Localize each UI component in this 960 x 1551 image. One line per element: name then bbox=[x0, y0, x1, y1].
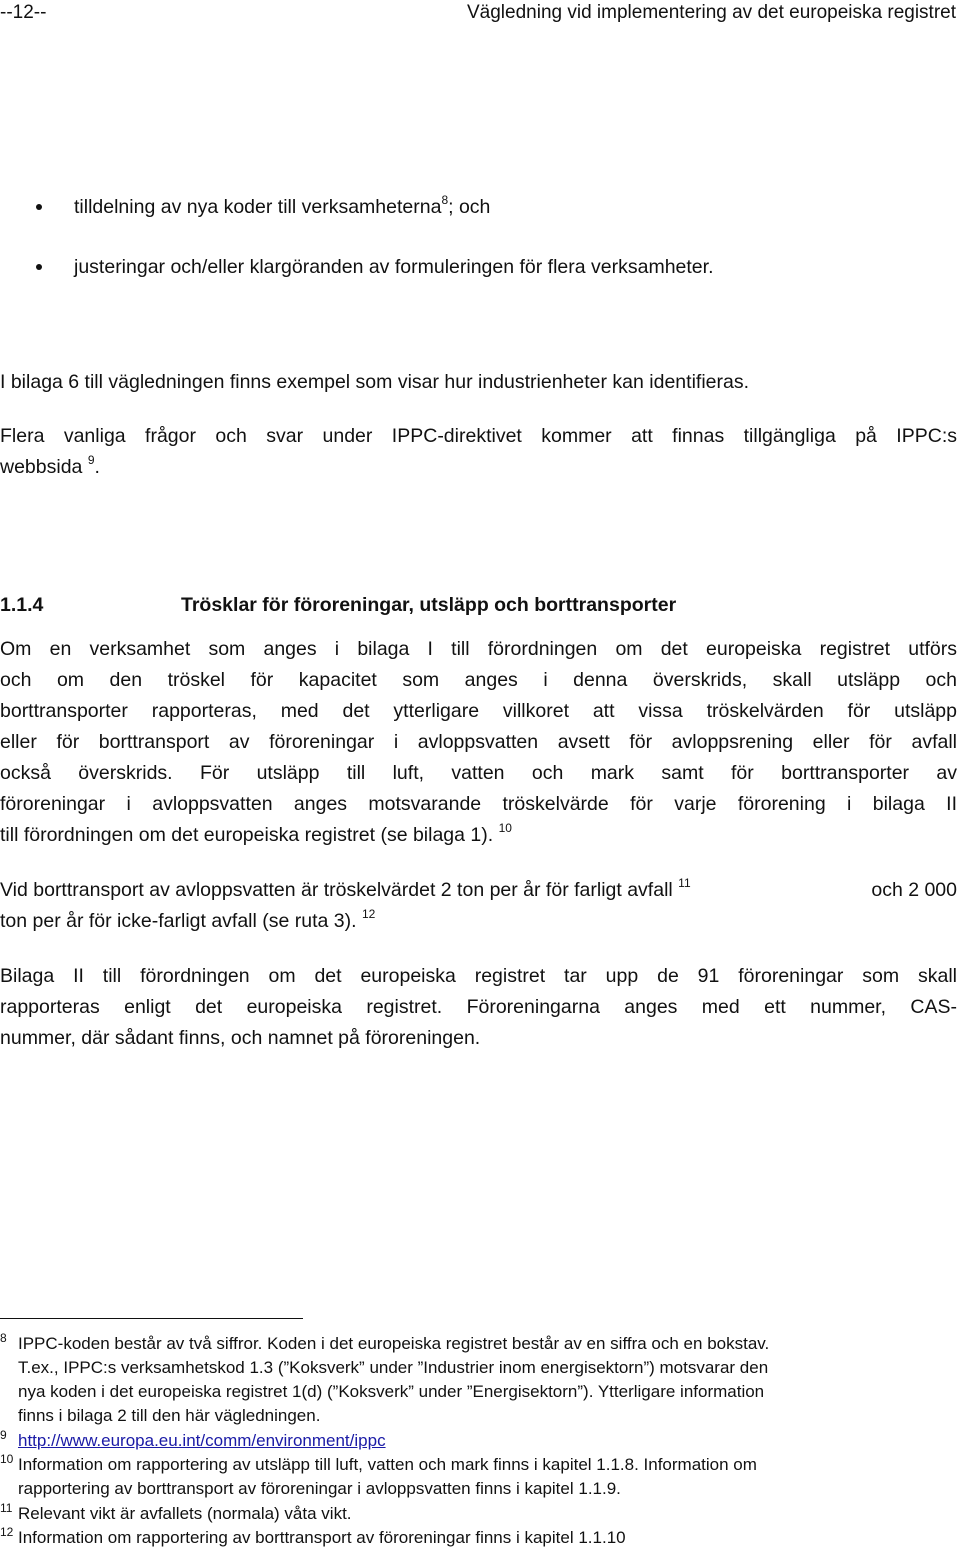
intro-paragraph-1: I bilaga 6 till vägledningen finns exempel som visar hur industrienheter kan identifieras. bbox=[0, 371, 749, 393]
footnote-ref: 8 bbox=[441, 192, 449, 207]
bullet-icon bbox=[36, 264, 42, 270]
bullet-text: justeringar och/eller klargöranden av formuleringen för flera verksamheter. bbox=[74, 256, 714, 278]
ippc-website-link[interactable]: http://www.europa.eu.int/comm/environment/ippc bbox=[18, 1431, 386, 1450]
section-title: Trösklar för föroreningar, utsläpp och borttransporter bbox=[181, 594, 677, 616]
bullet-text: tilldelning av nya koder till verksamheterna bbox=[74, 196, 442, 218]
footnote-mark: 11 bbox=[0, 1501, 13, 1515]
footnote-ref: 11 bbox=[678, 875, 691, 890]
intro-paragraph-2: Flera vanliga frågor och svar under IPPC-direktivet kommer att finnas tillgängliga på IPPC:s webbsida $^9$. bbox=[0, 425, 957, 478]
body-paragraph-1: Om en verksamhet som anges i bilaga I till förordningen om det europeiska registret utförs och om den tröskel för kapacitet som anges i denna överskrids, skall utsläpp och borttransporter rapporteras, med det ytterligare villkoret att vissa tröskelvärden för utsläpp eller för borttransport av föroreningar i avloppsvatten avsett för avloppsrening eller för avfall också överskrids. För utsläpp till luft, vatten och mark samt för borttransporter av föroreningar i avloppsvatten anges motsvarande tröskelvärde för varje förorening i bilaga II till förordningen om det europeiska registret (se bilaga 1). $^{10}$ bbox=[0, 638, 957, 846]
section-number: 1.1.4 bbox=[0, 594, 44, 616]
footnote-ref: 10 bbox=[498, 820, 512, 835]
footnote-ref: 9 bbox=[87, 452, 95, 467]
footnote-mark: 8 bbox=[0, 1331, 7, 1345]
body-paragraph-2: Vid borttransport av avloppsvatten är tröskelvärdet 2 ton per år för farligt avfall $^{11}$ och 2 000 ton per år för icke-farligt avfall (se ruta 3). $^{12}$ bbox=[0, 875, 957, 932]
footnote-mark: 10 bbox=[0, 1452, 14, 1466]
bullet-icon bbox=[36, 204, 42, 210]
body-paragraph-3: Bilaga II till förordningen om det europeiska registret tar upp de 91 föroreningar som skall rapporteras enligt det europeiska registret. Föroreningarna anges med ett nummer, CAS- nummer, där sådant finns, och namnet på föroreningen. bbox=[0, 965, 957, 1049]
bullet-tail: ; och bbox=[448, 196, 491, 218]
header-title: Vägledning vid implementering av det europeiska registret bbox=[467, 2, 956, 23]
footnote-mark: 12 bbox=[0, 1525, 14, 1539]
footnote-ref: 12 bbox=[361, 906, 376, 921]
page-header bbox=[0, 2, 958, 26]
footnote-divider bbox=[0, 1318, 303, 1319]
footnote-mark: 9 bbox=[0, 1428, 7, 1442]
page-number: --12-- bbox=[0, 2, 47, 23]
